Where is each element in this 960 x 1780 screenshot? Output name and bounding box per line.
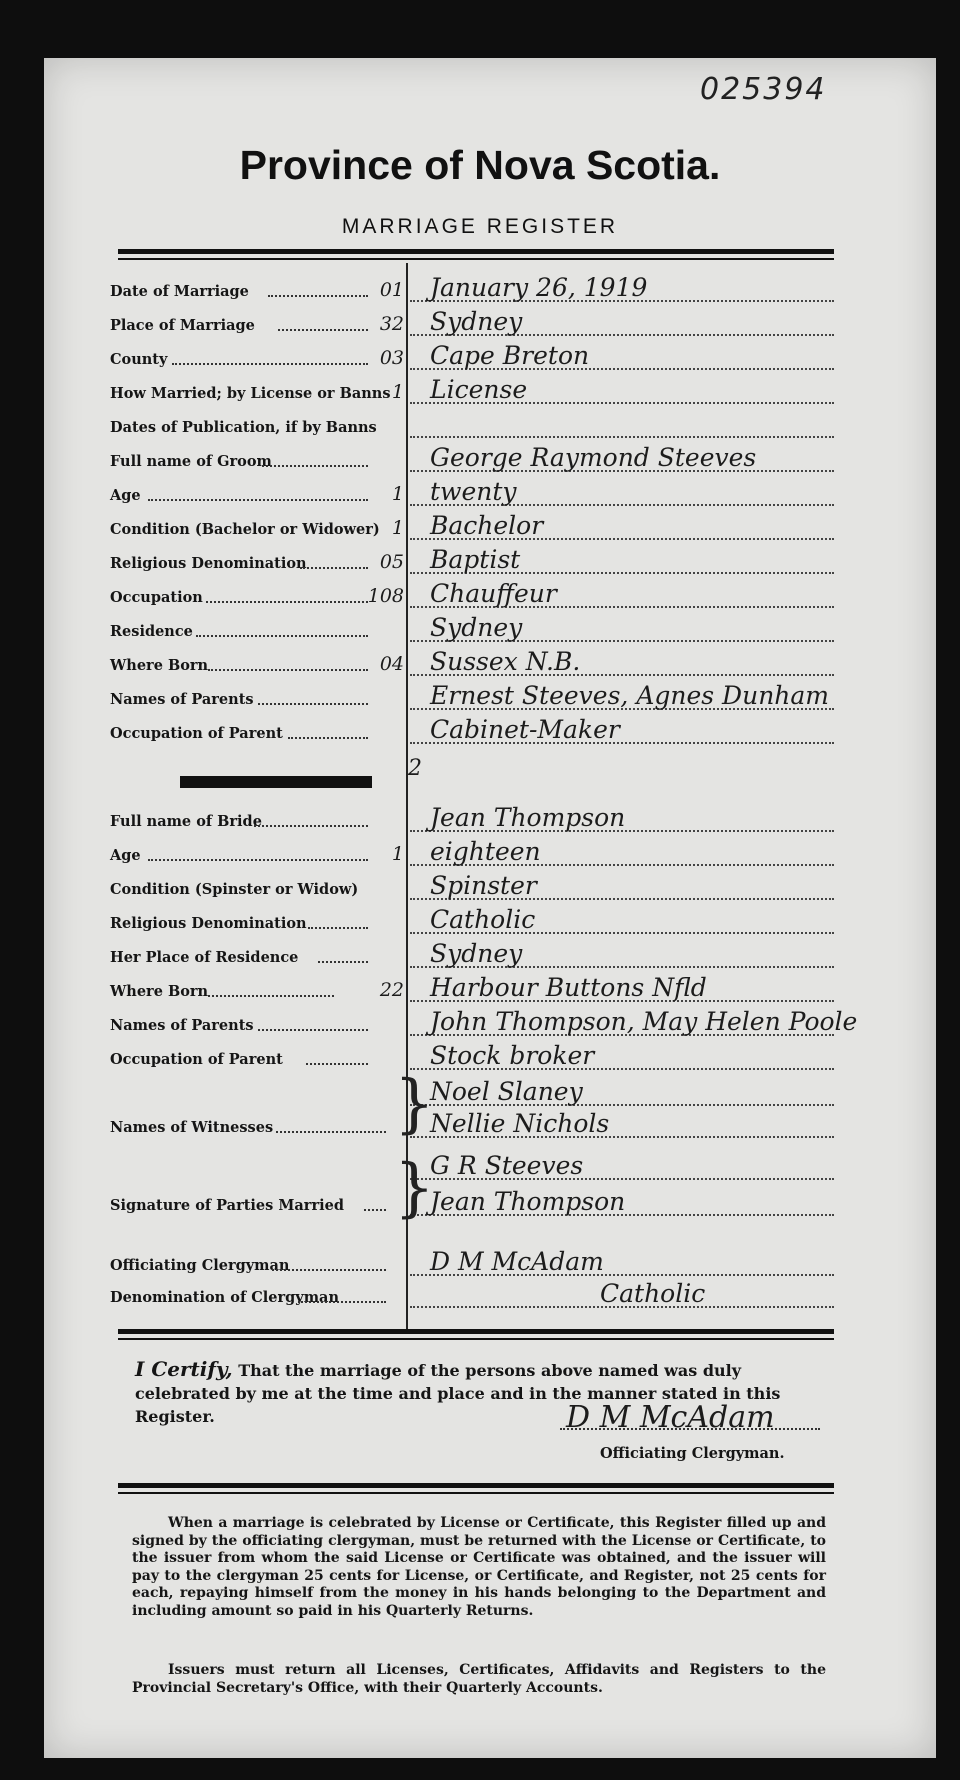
groom-signature: G R Steeves [430, 1151, 584, 1180]
field-value: twenty [430, 477, 517, 506]
field-label: Names of Parents [110, 691, 254, 708]
field-label: Age [110, 487, 141, 504]
footer-rule-thin [118, 1492, 834, 1494]
field-code: 1 [391, 483, 404, 505]
field-value: Catholic [430, 905, 536, 934]
field-code: 1 [391, 381, 404, 403]
field-row [0, 1244, 960, 1278]
clergyman-signature: D M McAdam [566, 1400, 775, 1435]
field-row [0, 406, 960, 440]
field-code: 32 [379, 313, 404, 335]
field-label: Occupation of Parent [110, 1051, 283, 1068]
issuers-notice: Issuers must return all Licenses, Certificates, Affidavits and Registers to the Provincial Secretary's Office, with their Quarterly Accounts. [132, 1662, 826, 1696]
document-subtitle: MARRIAGE REGISTER [341, 215, 619, 238]
document-title: Province of Nova Scotia. [239, 142, 721, 188]
field-row [0, 712, 960, 746]
field-value: Stock broker [430, 1041, 595, 1070]
field-label: Where Born [110, 657, 209, 674]
field-label: Date of Marriage [110, 283, 249, 300]
field-code: 1 [391, 517, 404, 539]
field-label: Full name of Bride [110, 813, 262, 830]
field-row [0, 440, 960, 474]
field-label: Where Born [110, 983, 209, 1000]
field-label: Condition (Spinster or Widow) [110, 881, 359, 898]
field-value: D M McAdam [430, 1247, 604, 1276]
section-rule [118, 1329, 834, 1334]
field-value: George Raymond Steeves [430, 443, 757, 472]
field-label: Condition (Bachelor or Widower) [110, 521, 380, 538]
field-label: Religious Denomination [110, 915, 307, 932]
field-label: Her Place of Residence [110, 949, 299, 966]
field-row [0, 270, 960, 304]
field-label: Age [110, 847, 141, 864]
field-label: Religious Denomination [110, 555, 307, 572]
signature-line [560, 1428, 820, 1430]
field-value: Cabinet-Maker [430, 715, 620, 744]
field-label: How Married; by License or Banns [110, 385, 391, 402]
field-value: Chauffeur [430, 579, 557, 608]
field-value: John Thompson, May Helen Poole [430, 1007, 858, 1036]
field-label: Occupation [110, 589, 203, 606]
field-row [0, 644, 960, 678]
field-code: 01 [379, 279, 404, 301]
field-code: 05 [379, 551, 404, 573]
certify-lead: I Certify, [135, 1357, 233, 1381]
field-label: County [110, 351, 168, 368]
field-value: Catholic [600, 1279, 706, 1308]
witness-row [0, 1106, 960, 1140]
field-label: Names of Witnesses [110, 1119, 274, 1136]
signature-caption: Officiating Clergyman. [600, 1445, 785, 1462]
field-code: 22 [379, 979, 404, 1001]
field-label: Residence [110, 623, 193, 640]
witness-name: Noel Slaney [430, 1077, 583, 1106]
field-label: Officiating Clergyman [110, 1257, 290, 1274]
field-row [0, 372, 960, 406]
header-rule-thin [118, 258, 834, 260]
field-code: 108 [367, 585, 404, 607]
field-label: Full name of Groom [110, 453, 272, 470]
section-divider-bar [180, 776, 372, 788]
section-divider-number: 2 [408, 756, 422, 781]
field-value: Cape Breton [430, 341, 590, 370]
signature-brace: } [394, 1151, 435, 1225]
field-row [0, 902, 960, 936]
field-value: Jean Thompson [430, 803, 626, 832]
field-value: License [430, 375, 528, 404]
field-value: eighteen [430, 837, 541, 866]
field-code: 04 [379, 653, 404, 675]
field-value: Bachelor [430, 511, 544, 540]
register-number-stamp: 025394 [700, 72, 827, 107]
field-label: Occupation of Parent [110, 725, 283, 742]
field-value: Sussex N.B. [430, 647, 581, 676]
footer-rule [118, 1483, 834, 1488]
field-code: 03 [379, 347, 404, 369]
field-label: Names of Parents [110, 1017, 254, 1034]
field-row [0, 970, 960, 1004]
field-value: Sydney [430, 939, 523, 968]
field-value: Spinster [430, 871, 537, 900]
field-row [0, 1276, 960, 1310]
field-row [0, 936, 960, 970]
signature-row [0, 1184, 960, 1218]
field-value: Sydney [430, 613, 523, 642]
field-value: Ernest Steeves, Agnes Dunham [430, 681, 830, 710]
bride-signature: Jean Thompson [430, 1187, 626, 1216]
field-value: January 26, 1919 [430, 273, 648, 302]
field-row [0, 1004, 960, 1038]
signature-row [0, 1148, 960, 1182]
field-row [0, 1038, 960, 1072]
field-row [0, 868, 960, 902]
instructions-paragraph: When a marriage is celebrated by License or Certificate, this Register filled up and signed by the officiating clergyman, must be returned with the License or Certificate, to the issuer from whom the said License or Certificate was obtained, and the issuer will pay to the clergyman 25 cents for License, or Certificate, and Register, not 25 cents for each, repaying himself from the money in his hands belonging to the Department and including amount so paid in his Quarterly Returns. [132, 1515, 826, 1619]
field-row [0, 474, 960, 508]
field-row [0, 678, 960, 712]
field-row [0, 338, 960, 372]
field-value: Harbour Buttons Nfld [430, 973, 707, 1002]
field-row [0, 542, 960, 576]
field-value: Baptist [430, 545, 521, 574]
witness-name: Nellie Nichols [430, 1109, 610, 1138]
field-row [0, 508, 960, 542]
field-row [0, 304, 960, 338]
field-label: Dates of Publication, if by Banns [110, 419, 377, 436]
field-row [0, 800, 960, 834]
field-label: Denomination of Clergyman [110, 1289, 339, 1306]
field-code: 1 [391, 843, 404, 865]
witness-brace: } [394, 1067, 435, 1141]
field-row [0, 576, 960, 610]
certify-text: That the marriage of the persons above named was duly celebrated by me at the time and place and in the manner stated in this Register. [135, 1361, 781, 1426]
field-row [0, 610, 960, 644]
field-label: Place of Marriage [110, 317, 255, 334]
field-label: Signature of Parties Married [110, 1197, 344, 1214]
witness-row [0, 1074, 960, 1108]
header-rule [118, 249, 834, 254]
field-row [0, 834, 960, 868]
field-value: Sydney [430, 307, 523, 336]
section-rule-thin [118, 1338, 834, 1340]
